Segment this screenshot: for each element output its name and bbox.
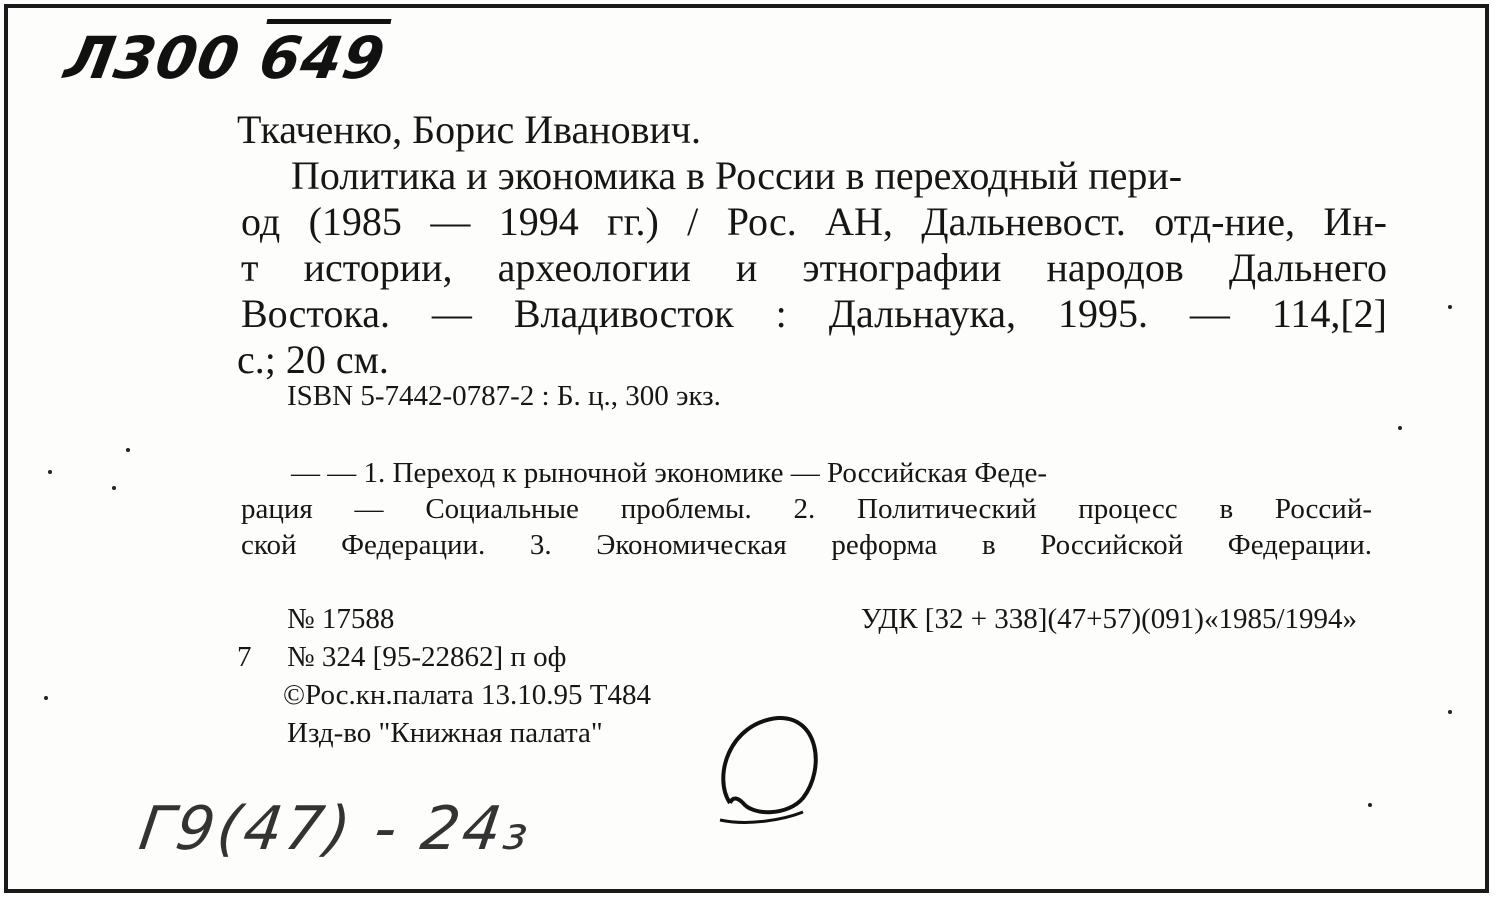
specks [1368,803,1372,807]
handwritten-shelfmark [60,24,391,92]
shelfmark-number: 649 [254,24,391,92]
specks [1398,426,1402,430]
shelfmark-prefix: Л300 [60,24,246,92]
record-number: № 17588 [287,603,395,635]
order-prefix: 7 [237,641,252,673]
title-line-3: т истории, археологии и этнографии народов Дальнего [241,245,1387,290]
isbn-line: ISBN 5-7442-0787-2 : Б. ц., 300 экз. [287,380,721,412]
specks [44,696,48,700]
specks [48,470,52,474]
subject-line-2: рация — Социальные проблемы. 2. Политический процесс в Россий- [241,493,1372,525]
catalog-card [4,4,1489,893]
udc-classification: УДК [32 + 338](47+57)(091)«1985/1994» [860,603,1357,635]
subject-line-3: ской Федерации. 3. Экономическая реформа в Российской Федерации. [241,529,1372,561]
handwritten-classification: Г9(47) - 24₃ [135,794,536,864]
subject-line-1: — — 1. Переход к рыночной экономике — Российская Феде- [291,457,1048,489]
book-chamber-line: ©Рос.кн.палата 13.10.95 Т484 [283,679,651,711]
specks [1448,710,1452,714]
title-line-1: Политика и экономика в России в переходный пери- [291,153,1183,198]
specks [112,486,116,490]
author-heading: Ткаченко, Борис Иванович. [237,107,702,152]
order-line: № 324 [95-22862] п оф [287,641,567,673]
specks [1448,305,1452,309]
publisher-line: Изд-во "Книжная палата" [287,717,603,749]
handwritten-circle-mark [708,708,838,838]
title-line-4: Востока. — Владивосток : Дальнаука, 1995. — 114,[2] [241,291,1387,336]
title-line-5: с.; 20 см. [237,337,389,382]
title-line-2: од (1985 — 1994 гг.) / Рос. АН, Дальневост. отд-ние, Ин- [241,199,1387,244]
specks [126,448,130,452]
